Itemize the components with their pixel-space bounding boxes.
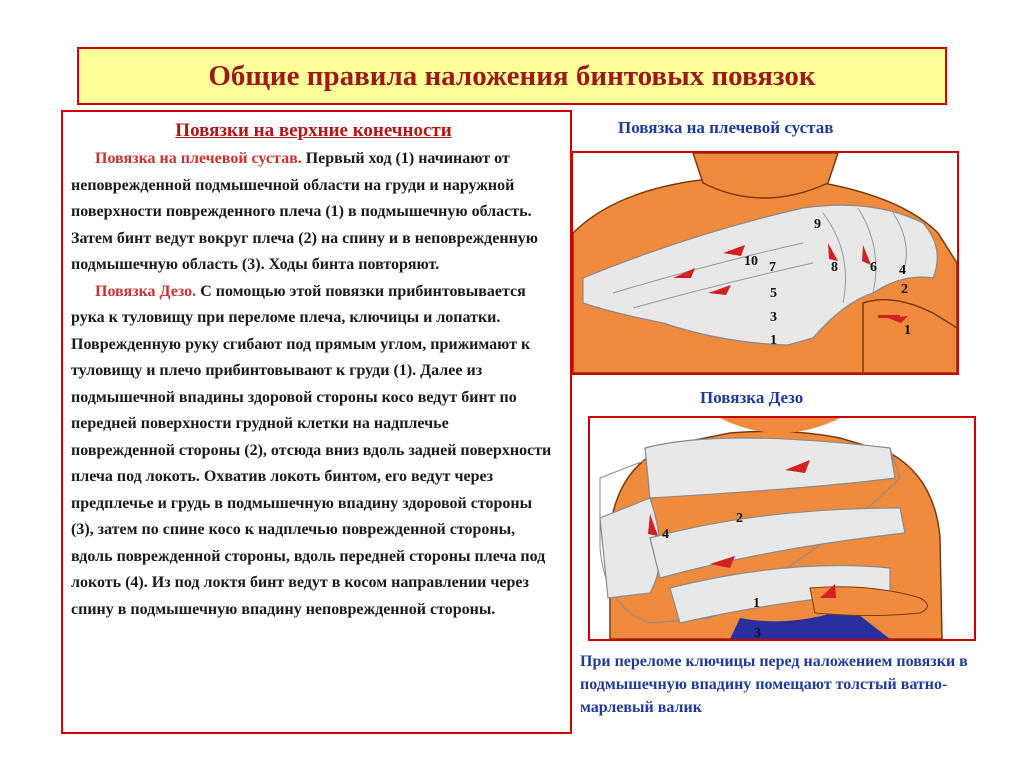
label-3: 3 — [770, 310, 777, 325]
label-2: 2 — [901, 282, 908, 297]
label-dezo-1: 1 — [753, 596, 760, 611]
paragraph-lead: Повязка на плечевой сустав. — [95, 150, 302, 167]
shoulder-bandage-illustration — [571, 151, 959, 375]
label-4: 4 — [899, 263, 906, 278]
dezo-bandage-illustration — [588, 416, 976, 641]
label-10: 10 — [744, 254, 758, 269]
label-1b: 1 — [904, 323, 911, 338]
paragraph-body: С помощью этой повязки прибинтовывается рука к туловищу при переломе плеча, ключицы и лопатки. Поврежденную руку сгибают под прямым углом, прижимают к туловищу и плечо прибинтовывают к груди (1). Далее из подмышечной впадины здоровой стороны косо ведут бинт по передней поверхности грудной клетки на надплечье поврежденной стороны (2), отсюда вниз вдоль задней поверхности плеча под локоть. Охватив локоть бинтом, его ведут через предплечье и грудь в подмышечную впадину здоровой стороны (3), затем по спине косо к надплечью поврежденной стороны, вдоль поврежденной стороны, вдоль передней стороны плеча под локоть (4). Из под локтя бинт ведут в косом направлении через спину в подмышечную впадину неповрежденной стороны. — [71, 282, 552, 618]
paragraph-body: Первый ход (1) начинают от неповрежденной подмышечной области на груди и наружной поверхности поврежденного плеча (1) в подмышечную область. Затем бинт ведут вокруг плеча (2) на спину и в неповрежденную подмышечную область (3). Ходы бинта повторяют. — [71, 150, 539, 273]
paragraph-shoulder — [71, 146, 556, 279]
label-6: 6 — [870, 260, 877, 275]
text-panel — [61, 110, 572, 734]
label-7: 7 — [769, 260, 776, 275]
label-dezo-3: 3 — [754, 626, 761, 639]
label-9: 9 — [814, 217, 821, 232]
title-banner — [77, 47, 947, 105]
label-5: 5 — [770, 286, 777, 301]
label-dezo-2: 2 — [736, 511, 743, 526]
section-heading: Повязки на верхние конечности — [175, 120, 452, 141]
page-title: Общие правила наложения бинтовых повязок — [208, 59, 816, 92]
paragraph-lead: Повязка Дезо. — [95, 282, 197, 300]
figure-caption-shoulder: Повязка на плечевой сустав — [618, 118, 834, 137]
clavicle-note: При переломе ключицы перед наложением повязки в подмышечную впадину помещают толстый ватно-марлевый валик — [580, 653, 968, 716]
label-8: 8 — [831, 260, 838, 275]
label-1a: 1 — [770, 333, 777, 348]
label-dezo-4: 4 — [662, 527, 669, 542]
paragraph-dezo — [71, 279, 556, 624]
figure-caption-dezo: Повязка Дезо — [700, 388, 804, 407]
